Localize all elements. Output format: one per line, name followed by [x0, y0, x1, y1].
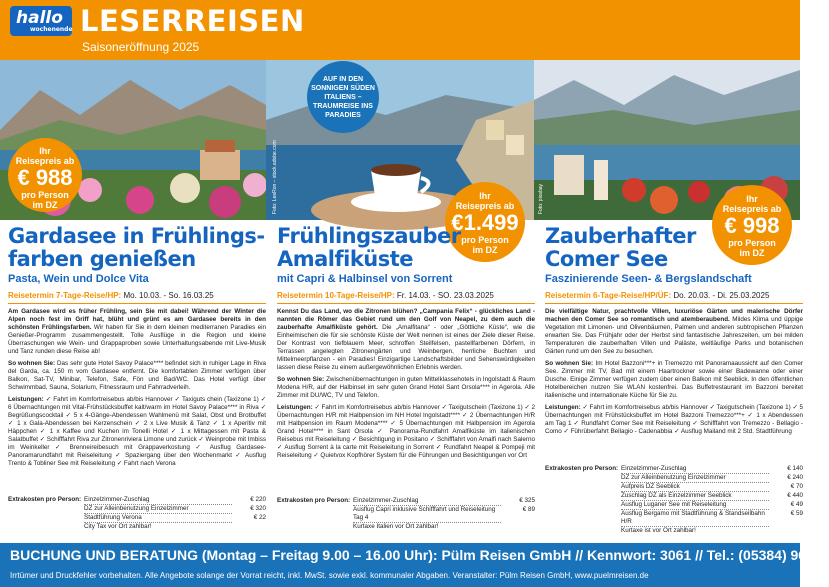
price-badge-comer: Ihr Reisepreis ab € 998 pro Person im DZ: [712, 185, 792, 265]
amalfi-travel-date: Reisetermin 10-Tage-Reise/HP: Fr. 14.03. - SO. 23.03.2025: [277, 291, 535, 304]
hallo-logo[interactable]: [10, 6, 72, 36]
comer-see-headline: Zauberhafter Comer See: [545, 224, 696, 271]
amalfi-offer: [277, 225, 535, 460]
comer-see-intro: Die vielfältige Natur, prachtvolle Villen, luxuriöse Gärten und malerische Dörfer machen den Comer See so romantisch und atemberaubend. Mildes Klima und üppige Vegetation mit Limonen- und Olivenbäumen, Palmen und anderen subtropischen Pflanzen erwarten Sie. Das Frühjahr oder der Herbst sind fantastische Jahreszeiten, um bei milden Temperaturen die zauberhaften Villen und Paläste, weitläufige Parks und botanischen Gärten rund um den See zu besuchen.: [545, 308, 804, 355]
amalfi-headline: Frühlingszauber Amalfiküste: [277, 224, 461, 271]
amalfi-intro: Kennst Du das Land, wo die Zitronen blühen? „Campania Felix“ - glückliches Land - nannten die Römer das Gebiet rund um den Golf von Neapel, zu dem auch die zauberhafte Amalfiküste gehört. Die „Amalfitana“ - oder „Göttliche Küste“, wie die Einheimischen die für sie schönste Küste der Welt nennen ist eines der Ziele dieser Reise. Der Kontrast von tiefblauem Meer, schroffen Steilfelsen, pastellfarbenen Dörfern, in Terrassen angelegten Zitronengärten und Weinbergen, herrliche Buchten und Mittelmeerpflanzen - ein Paradies! Einzigartige Landschaftsbilder und Sehenswürdigkeiten lassen diese Reise zu einem außergewöhnlichen Erlebnis werden.: [277, 308, 536, 371]
logo-main: hallo: [16, 8, 63, 28]
comer-see-extras: Extrakosten pro Person: Einzelzimmer-Zuschlag € 140 DZ zur Alleinbenutzung Einzelzimmer € 240 Aufpreis DZ Seeblick € 70 Zuschlag DZ als Einzelzimmer Seeblick € 440 Ausflug Luganer See mit Reiseleitung € 49 Ausflug Bergamo mit Stadtführung & Standseilbahn H/R € 59 Kurtaxe ist vor Ort zahlbar!: [545, 465, 803, 534]
booking-info: BUCHUNG UND BERATUNG (Montag – Freitag 9.00 – 16.00 Uhr): Pülm Reisen GmbH // Kennwort: 3061 // Tel.: (05384) 96060: [10, 547, 829, 563]
price-badge-amalfi: Ihr Reisepreis ab €1.499 pro Person im DZ: [445, 182, 525, 262]
promo-badge: AUF IN DEN SONNIGEN SÜDEN ITALIENS – TRAUMREISE INS PARADIES: [307, 61, 379, 133]
page-title: LESERREISEN: [80, 4, 305, 38]
booking-footer: [0, 543, 829, 587]
amalfi-extras: Extrakosten pro Person: Einzelzimmer-Zuschlag € 325 Ausflug Capri inklusive Schifffahrt und Reiseleitung Tag 4 € 89 Kurtaxe Italien vor Ort zahlbar!: [277, 497, 535, 530]
logo-sub: wochenende: [30, 26, 73, 33]
page-subtitle: Saisoneröffnung 2025: [82, 40, 200, 54]
gardasee-services: Leistungen: ✓ Fahrt im Komfortreisebus ab/bis Hannover ✓ Taxiguts chein (Taxizone 1) ✓ 6 Übernachtungen mit Vital-Frühstücksbuffet kalt/warm im Hotel Savoy Palace**** in Riva ✓ Begrüßungscocktail ✓ 5 x 4-Gänge-Abendessen Wahlmenü mit Salat, Obst und Brotbuffet ✓ 1 x Gala-Abendessen bei Kerzenschein ✓ 2 x Live Musik & Tanz ✓ 1 x Aperitiv mit Häppchen ✓ 1 x Kaffee und Kuchen im Tonelli Hotel ✓ 1 x Mittagessen mit Pasta & Salatbuffet ✓ Schifffahrt Riva zur Zitronenriviera Limone und zurück ✓ Weinprobe mit Imbiss im Weinkeller ✓ Brenneireibesuch mit Grappaverkostung ✓ Ausflug Gardasee-Panoramarundfahrt mit Reiseleitung ✓ Spaziergang über den Wochenmarkt ✓ Ausflug Trento & Tobliner See mit Reiseleitung ✓ Fahrt nach Verona: [8, 396, 267, 467]
gardasee-intro: Am Gardasee wird es früher Frühling, sein Sie mit dabei! Während der Winter die Alpen noch fest im Griff hat, blüht und grünt es am Gardasee bereits in den schönsten Frühlingsfarben. Wir haben für Sie in dem kleinen mediterranen Paradies ein Genießer-Programm zusammengestellt. Tolle Ausflüge in die Region und kleine Überraschungen wie Wein- und Grappaproben sowie Unterhaltungsabende mit Live-Musik und Tanz runden diese Reise ab!: [8, 308, 267, 355]
gardasee-offer: [8, 225, 266, 468]
price-amalfi: €1.499: [451, 210, 519, 235]
gardasee-accommodation: So wohnen Sie: Das sehr gute Hotel Savoy Palace**** befindet sich in ruhiger Lage in Riva del Garda, ca. 150 m vom Gardasee entfernt. Die komfortablen Zimmer verfügen über Balkon, Sat-TV, Minibar, Telefon, Safe, Fön und Bad/WC. Das Hotel verfügt über Schwimmbad, Sauna, Solarium, Fitnessraum und Fahrradverleih.: [8, 360, 266, 391]
comer-see-services: Leistungen: ✓ Fahrt im Komfortreisebus ab/bis Hannover ✓ Taxigutschein (Taxizone 1) ✓ 5 Übernachtungen mit Frühstücksbuffet im Hotel Bazzoni Tremezzo***+ ✓ 1 x Abendessen am Tag 1 ✓ Rundfahrt Comer See mit Reiseleitung ✓ Schifffahrt von Tremezzo - Bellagio - Como ✓ Führüberfahrt Bellagio - Cadenabbia ✓ Ausflug Mailand mit 2 Std. Stadtführung: [545, 404, 803, 435]
legal-disclaimer: Irrtümer und Druckfehler vorbehalten. Alle Angebote solange der Vorrat reicht, inkl. MwSt. sowie exkl. kommunaler Abgaben. Veranstalter: Pülm Reisen GmbH, www.puelmreisen.de: [10, 571, 649, 580]
price-comer: € 998: [724, 213, 780, 238]
photo-credit-comer: Foto: pixabay: [538, 183, 544, 214]
gardasee-subheadline: Pasta, Wein und Dolce Vita: [8, 273, 149, 285]
comer-see-accommodation: So wohnen Sie: Im Hotel Bazzoni***+ in Tremezzo mit Panoramaaussicht auf den Comer See. Zimmer mit TV, Bad mit einem Haartrockner sowie einer Badewanne oder einer Dusche. Einige Zimmer verfügen zudem über einen Balkon mit Seeblick. In den öffentlichen Hotelbereichen nutzen Sie WLAN kostenfrei. Das Buffetrestaurant im Bazzoni bereitet italienische und internationale Küche für Sie zu.: [545, 360, 803, 399]
amalfi-services: Leistungen: ✓ Fahrt im Komfortreisebus ab/bis Hannover ✓ Taxigutschein (Taxizone 1) ✓ 2 Übernachtungen H/R mit Halbpension im NH Hotel Ingolstadt**** ✓ 2 Übernachtungen H/R mit Halbpension im Raum Modena**** ✓ 5 Übernachtungen mit Halbpension im Agerola Grand Hotel**** in Sant Orsola ✓ Panorama-Rundfahrt Amalfiküste im italienischen Reisebus mit Reiseleitung ✓ Besichtigung in Positano ✓ Schifffahrt von Amalfi nach Salerno ✓ Ausflug Sorrent à la carte mit Reiseleitung in Sorrent ✓ Rundfahrt Neapel & Pompeji mit Reiseleitung ✓ Quietvox Kopfhörer System für die Führungen und Besichtigungen vor Ort: [277, 404, 535, 459]
header-banner: [0, 0, 800, 60]
comer-see-subheadline: Faszinierende Seen- & Bergslandschaft: [545, 273, 752, 285]
price-badge-gardasee: Ihr Reisepreis ab € 988 pro Person im DZ: [8, 138, 82, 212]
photo-credit-amalfi: Foto: LeeRon – stock.adobe.com: [272, 140, 278, 214]
gardasee-travel-date: Reisetermin 7-Tage-Reise/HP: Mo. 10.03. - So. 16.03.25: [8, 291, 266, 304]
gardasee-extras: Extrakosten pro Person: Einzelzimmer-Zuschlag € 220 DZ zur Alleinbenutzung Einzelzimmer € 320 Stadtführung Verona € 22 City Tax vor Ort zahlbar!: [8, 496, 266, 530]
comer-see-travel-date: Reisetermin 6-Tage-Reise/HP/ÜF: Do. 20.03. - Di. 25.03.2025: [545, 291, 803, 304]
comer-see-offer: [545, 225, 803, 436]
gardasee-headline: Gardasee in Frühlings- farben genießen: [8, 224, 265, 271]
amalfi-subheadline: mit Capri & Halbinsel von Sorrent: [277, 273, 453, 285]
price-gardasee: € 988: [17, 165, 73, 190]
amalfi-accommodation: So wohnen Sie: Zwischenübernachtungen in guten Mittelklassehotels in Ingolstadt & Raum Modena H/R, auf der Halbinsel im sehr guten Grand Hotel Sant Orsola**** in Agerola. Alle Zimmer mit DU/WC, TV und Telefon.: [277, 376, 536, 399]
